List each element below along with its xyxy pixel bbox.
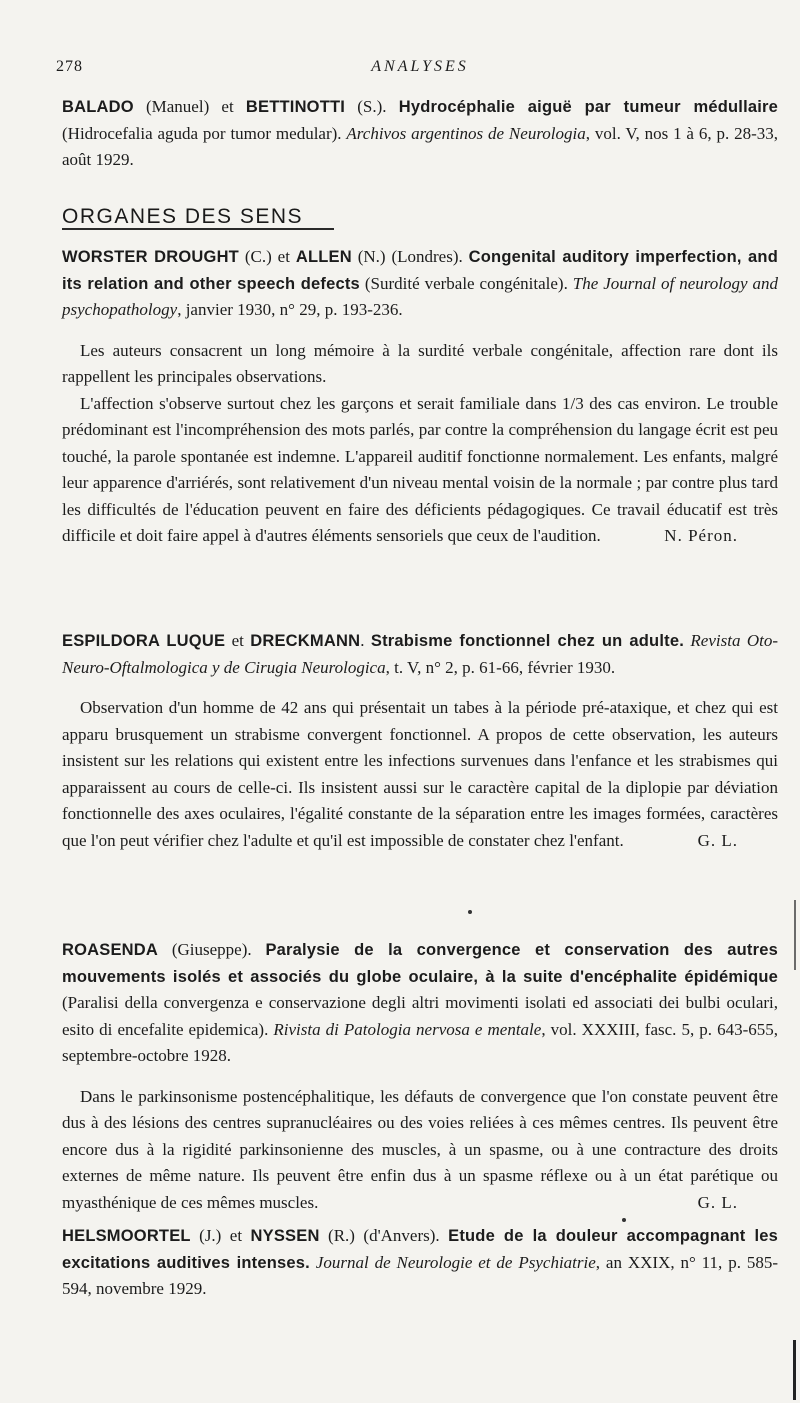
abstract-entry-worster-drought: [62, 244, 778, 550]
entry-journal: Rivista di Patologia nervosa e mentale: [273, 1019, 542, 1039]
entry-author-suffix: (C.) et: [238, 247, 296, 266]
entry-citation: , t. V, n° 2, p. 61-66, février 1930.: [385, 657, 616, 677]
abstract-paragraph-text: L'affection s'observe surtout chez les garçons et serait familiale dans 1/3 des cas environ. Le trouble prédominant est l'incompréhension des mots parlés, par contre la compréhension du langage écrit est peu touché, la parole spontanée est indemne. L'appareil auditif fonctionne normalement. Les enfants, malgré leur apparence d'arriérés, sont relativement d'un niveau mental voisin de la normale ; par contre plus tard les difficultés de l'éducation peuvent en faire des déficients pédagogiques. Ce travail éducatif est très difficile et doit faire appel à d'autres éléments sensoriels que ceux de l'audition.: [62, 393, 778, 545]
entry-author-suffix: et: [225, 631, 251, 650]
abstract-entry-roasenda: [62, 937, 778, 1216]
abstract-entry-espildora-luque: [62, 628, 778, 854]
entry-author2-suffix: .: [360, 631, 371, 650]
scan-edge-mark: [793, 1340, 796, 1400]
entry-authors: WORSTER DROUGHT: [62, 248, 239, 266]
entry-journal: Archivos argentinos de Neurologia: [346, 123, 586, 143]
entry-citation: , vol. XXXIII, fasc. 5, p. 643-655, septembre-octobre 1928.: [62, 1019, 778, 1065]
scan-edge-mark: [794, 900, 796, 970]
entry-title: Congenital auditory imperfection, and its relation and other speech defects: [62, 248, 778, 293]
abstract-entry-balado: [62, 94, 778, 174]
entry-title: Etude de la douleur accompagnant les excitations auditives intenses.: [62, 1227, 778, 1272]
abstract-paragraph: [62, 1084, 778, 1217]
separator-dot: [468, 910, 472, 914]
entry-authors: ROASENDA: [62, 941, 159, 959]
entry-translation: (Surdité verbale congénitale).: [359, 273, 573, 293]
entry-author2-suffix: (S.).: [345, 97, 399, 116]
entry-citation: , janvier 1930, n° 29, p. 193-236.: [177, 300, 403, 319]
entry-citation: , an XXIX, n° 11, p. 585-594, novembre 1929.: [62, 1252, 778, 1298]
section-heading-rule: [62, 228, 334, 230]
entry-reference: [62, 628, 778, 681]
page-number: 278: [56, 58, 83, 75]
entry-author-suffix: (Manuel) et: [133, 97, 246, 116]
entry-reference: [62, 937, 778, 1070]
abstract-paragraph: Les auteurs consacrent un long mémoire à la surdité verbale congénitale, affection rare dont ils rappellent les principales observations.: [62, 340, 778, 386]
entry-author2-suffix: (N.) (Londres).: [351, 247, 469, 266]
running-title: ANALYSES: [371, 58, 469, 75]
abstract-entry-helsmoortel: [62, 1223, 778, 1303]
entry-authors: ESPILDORA LUQUE: [62, 632, 226, 650]
separator-dot: [622, 1218, 626, 1222]
section-heading: ORGANES DES SENS: [62, 205, 304, 228]
entry-authors-second: BETTINOTTI: [245, 98, 346, 116]
entry-translation: (Paralisi della convergenza e conservazione degli altri movimenti isolati ed associati dei bulbi oculari, esito di encefalite epidemica).: [62, 993, 778, 1039]
entry-title: Strabisme fonctionnel chez un adulte.: [370, 632, 684, 650]
entry-authors-second: NYSSEN: [250, 1227, 320, 1245]
abstract-paragraph: [62, 391, 778, 550]
entry-author2-suffix: (R.) (d'Anvers).: [319, 1226, 449, 1245]
entry-author-suffix: (Giuseppe).: [158, 940, 266, 959]
reviewer-signature: N. Péron.: [664, 526, 738, 545]
entry-title: Hydrocéphalie aiguë par tumeur médullaire: [398, 98, 779, 116]
entry-reference: [62, 94, 778, 174]
reviewer-signature: G. L.: [697, 830, 738, 850]
running-head: [56, 58, 778, 78]
reviewer-signature: G. L.: [697, 1192, 738, 1212]
entry-citation: , vol. V, nos 1 à 6, p. 28-33, août 1929.: [62, 123, 778, 169]
entry-authors-second: ALLEN: [295, 248, 352, 266]
abstract-paragraph-text: Observation d'un homme de 42 ans qui présentait un tabes à la période pré-ataxique, et chez qui est apparu brusquement un strabisme convergent fonctionnel. A propos de cette observation, les auteurs insistent sur les relations qui existent entre les infections survenues dans l'enfance et les strabismes qui apparaissent au cours de celle-ci. Ils insistent aussi sur le caractère capital de la diplopie par déviation fonctionnelle des axes oculaires, l'égalité constante de la séparation entre les images formées, caractères que l'on peut vérifier chez l'adulte et qu'il est impossible de constater chez l'enfant.: [62, 698, 778, 850]
entry-translation: (Hidrocefalia aguda por tumor medular).: [62, 123, 347, 143]
entry-author-suffix: (J.) et: [190, 1226, 251, 1245]
entry-journal: Journal de Neurologie et de Psychiatrie: [315, 1252, 596, 1272]
entry-reference: [62, 244, 778, 324]
entry-authors: BALADO: [62, 98, 134, 116]
abstract-paragraph: [62, 695, 778, 854]
entry-authors: HELSMOORTEL: [62, 1227, 191, 1245]
abstract-paragraph-text: Dans le parkinsonisme postencéphalitique, les défauts de convergence que l'on constate peuvent être dus à des lésions des centres supranucléaires ou des voies reliées à ces mêmes centres. Ils peuvent être encore dus à la rigidité parkinsonienne des muscles, à un spasme, ou à une contracture des droits externes de même nature. Ils peuvent être enfin dus à un spasme réflexe ou à un état parétique ou myasthénique de ces mêmes muscles.: [62, 1086, 778, 1212]
entry-authors-second: DRECKMANN: [250, 632, 361, 650]
entry-title: Paralysie de la convergence et conservation des autres mouvements isolés et associés du globe oculaire, à la suite d'encéphalite épidémique: [62, 941, 778, 986]
entry-journal: The Journal of neurology and psychopathology: [62, 273, 778, 319]
entry-journal: Revista Oto-Neuro-Oftalmologica y de Cirugia Neurologica: [62, 631, 779, 677]
entry-reference: [62, 1223, 778, 1303]
